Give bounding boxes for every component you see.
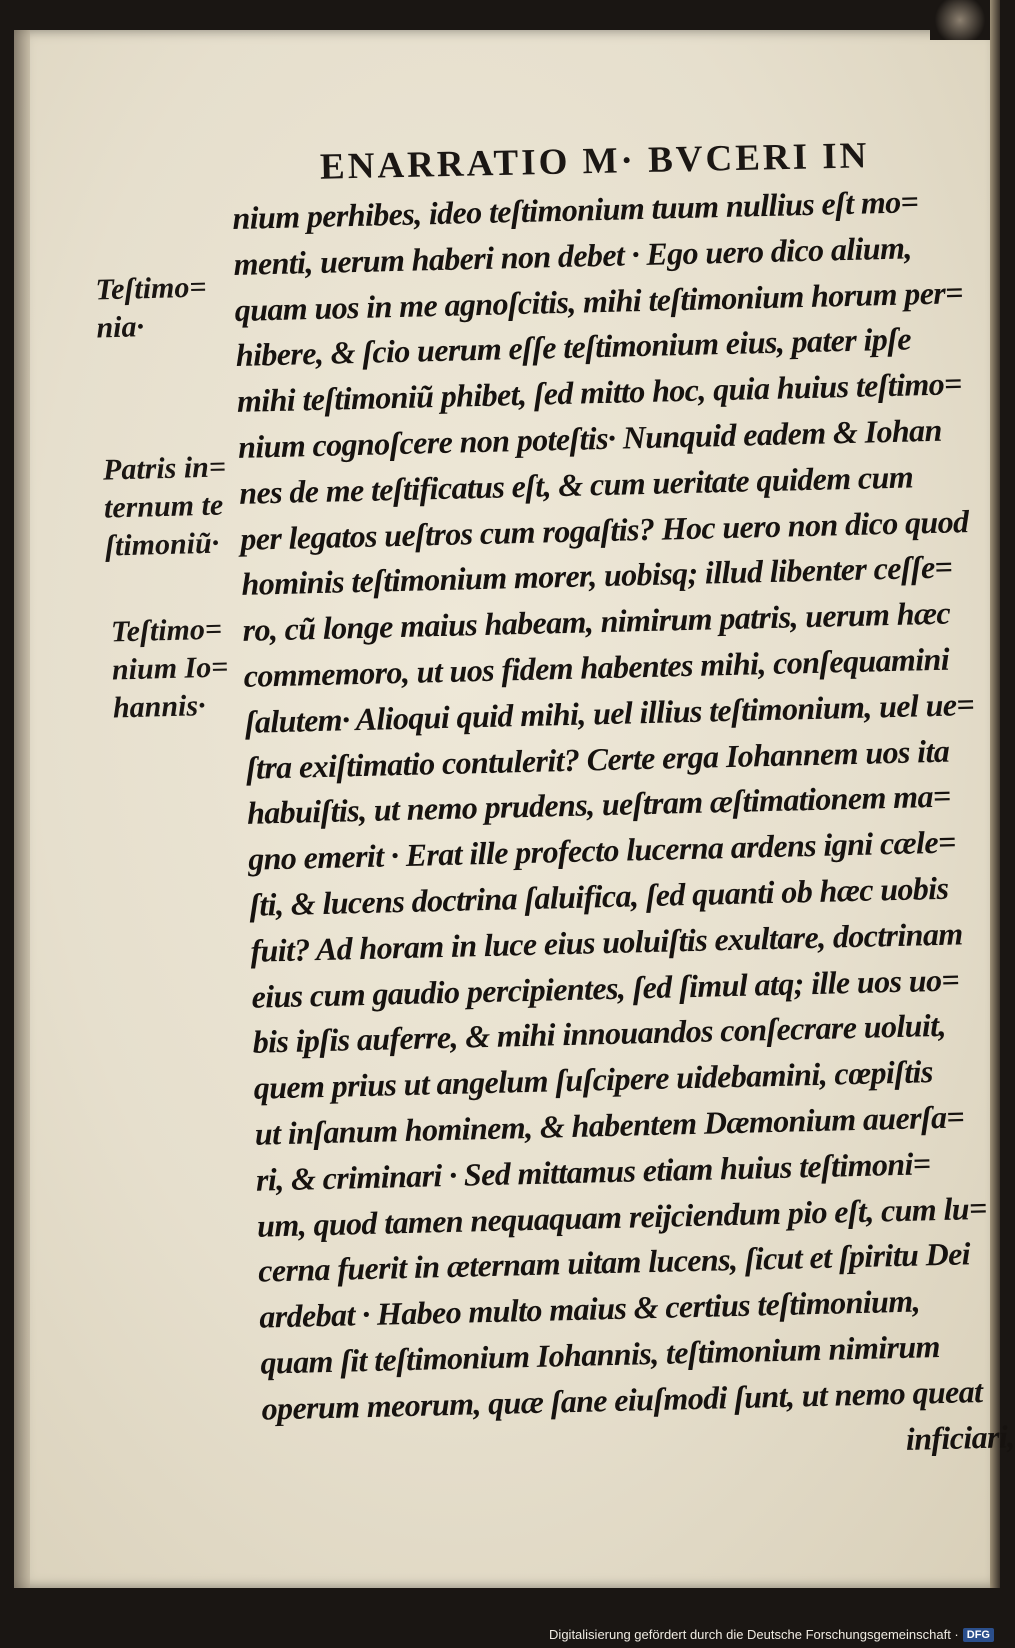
dfg-logo-icon: DFG xyxy=(963,1628,994,1642)
digitization-credit xyxy=(549,1627,994,1642)
text-line: nium cognoſcere non poteſtis· Nunquid eadem & Iohan xyxy=(237,411,943,465)
text-line: nium perhibes, ideo teſtimonium tuum nullius eſt mo= xyxy=(232,183,919,236)
text-line: ut inſanum hominem, & habentem Dæmonium auerſa= xyxy=(254,1098,965,1152)
margin-note-line: Teſtimo= xyxy=(110,612,223,649)
margin-note-line: ternum te xyxy=(103,488,224,525)
text-line: ſti, & lucens doctrina ſaluifica, ſed quanti ob hæc uobis xyxy=(248,869,949,923)
text-line: gno emerit · Erat ille profecto lucerna ardens igni cæle= xyxy=(247,823,957,877)
margin-note-line: nium Io= xyxy=(111,650,229,687)
text-line: um, quod tamen nequaquam reijciendum pio eſt, cum lu= xyxy=(256,1189,988,1244)
body-text xyxy=(232,178,1015,1478)
text-line: mihi teſtimoniũ phibet, ſed mitto hoc, quia huius teſtimo= xyxy=(236,365,963,420)
text-line: fuit? Ad horam in luce eius uoluiſtis exultare, doctrinam xyxy=(250,915,963,969)
text-line: ardebat · Habeo multo maius & certius teſtimonium, xyxy=(258,1282,921,1335)
margin-note-1 xyxy=(95,269,208,348)
text-line: quem prius ut angelum ſuſcipere uidebamini, cœpiſtis xyxy=(253,1053,934,1106)
text-line: quam uos in me agnoſcitis, mihi teſtimonium horum per= xyxy=(234,273,964,328)
text-line: habuiſtis, ut nemo prudens, ueſtram æſtimationem ma= xyxy=(246,777,951,832)
text-line: menti, uerum haberi non debet · Ego uero dico alium, xyxy=(233,229,913,282)
text-line: hominis teſtimonium morer, uobisq; illud libenter ceſſe= xyxy=(241,548,953,603)
margin-note-line: Teſtimo= xyxy=(95,270,207,307)
text-line: ro, cũ longe maius habeam, nimirum patris, uerum hæc xyxy=(242,594,951,649)
text-line: hibere, & ſcio uerum eſſe teſtimonium eius, pater ipſe xyxy=(235,320,912,374)
margin-note-line: ſtimoniũ· xyxy=(104,526,220,563)
corner-stain xyxy=(930,0,990,40)
credit-text: Digitalisierung gefördert durch die Deutsche Forschungsgemeinschaft · xyxy=(549,1627,959,1642)
text-line: ri, & criminari · Sed mittamus etiam huius teſtimoni= xyxy=(255,1144,931,1198)
catchword: inficiari, xyxy=(905,1417,1015,1457)
margin-note-line: Patris in= xyxy=(102,450,227,487)
margin-note-line: hannis· xyxy=(112,689,206,725)
margin-note-3 xyxy=(111,610,230,727)
text-line: ſtra exiſtimatio contulerit? Certe erga Iohannem uos ita xyxy=(245,732,950,786)
page-gutter xyxy=(14,30,30,1588)
text-line: quam ſit teſtimonium Iohannis, teſtimonium nimirum xyxy=(260,1327,941,1381)
text-line: cerna fuerit in æternam uitam lucens, ſicut et ſpiritu Dei xyxy=(257,1235,971,1290)
text-line: per legatos ueſtros cum rogaſtis? Hoc uero non dico quod xyxy=(239,502,969,557)
text-line: operum meorum, quæ ſane eiuſmodi ſunt, ut nemo queat xyxy=(261,1372,983,1427)
text-line: commemoro, ut uos fidem habentes mihi, conſequamini xyxy=(243,640,950,694)
margin-note-2 xyxy=(103,448,229,565)
text-line: bis ipſis auferre, & mihi innouandos conſecrare uoluit, xyxy=(252,1007,947,1061)
text-line: nes de me teſtificatus eſt, & cum ueritate quidem cum xyxy=(238,458,914,511)
margin-note-line: nia· xyxy=(96,310,145,345)
text-line: eius cum gaudio percipientes, ſed ſimul atq; ille uos uo= xyxy=(251,961,960,1015)
text-line: ſalutem· Alioqui quid mihi, uel illius teſtimonium, uel ue= xyxy=(244,685,975,740)
running-header: ENARRATIO M· BVCERI IN xyxy=(319,135,870,188)
